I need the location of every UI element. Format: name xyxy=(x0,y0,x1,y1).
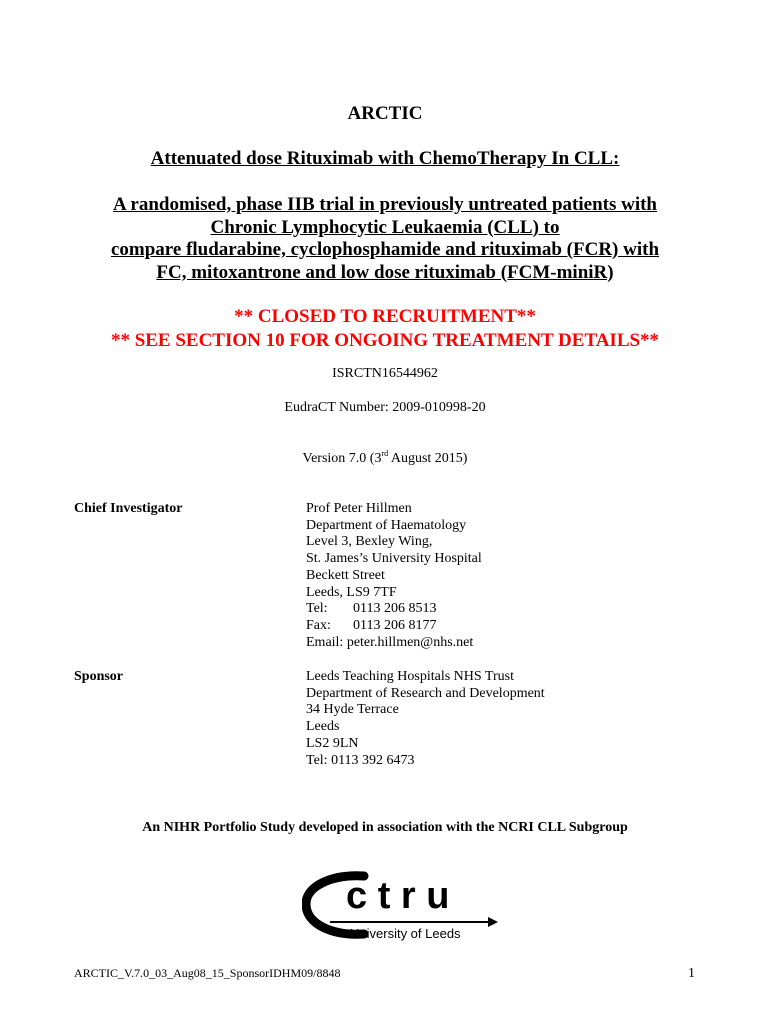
description-line: Chronic Lymphocytic Leukaemia (CLL) to xyxy=(210,216,560,238)
ci-fax-line xyxy=(306,618,482,635)
trial-description xyxy=(0,194,770,284)
description-line: FC, mitoxantrone and low dose rituximab (FCM-miniR) xyxy=(156,261,614,283)
sponsor-label: Sponsor xyxy=(74,669,124,684)
version-superscript: rd xyxy=(381,449,389,458)
ci-line: Level 3, Bexley Wing, xyxy=(306,534,433,550)
sponsor-line: Tel: 0113 392 6473 xyxy=(306,752,415,768)
status-line: ** CLOSED TO RECRUITMENT** xyxy=(234,306,536,327)
sponsor-line: LS2 9LN xyxy=(306,735,359,751)
status-line: ** SEE SECTION 10 FOR ONGOING TREATMENT DETAILS** xyxy=(110,329,660,351)
ci-line: Beckett Street xyxy=(306,567,385,583)
ci-tel-label: Tel: xyxy=(306,601,328,617)
sponsor-line: Leeds xyxy=(306,719,340,735)
description-line: A randomised, phase IIB trial in previously untreated patients with xyxy=(112,194,658,215)
page-number: 1 xyxy=(688,966,695,981)
version-suffix: August 2015) xyxy=(388,451,468,466)
eudract-number: EudraCT Number: 2009-010998-20 xyxy=(284,400,486,415)
ci-tel-line xyxy=(306,601,482,618)
ci-line: St. James’s University Hospital xyxy=(306,551,482,567)
document-subtitle: Attenuated dose Rituximab with ChemoTherapy In CLL: xyxy=(150,148,620,169)
chief-investigator-label: Chief Investigator xyxy=(74,501,183,516)
version-line xyxy=(0,451,770,467)
document-footer: ARCTIC_V.7.0_03_Aug08_15_SponsorIDHM09/8848 xyxy=(74,966,341,980)
ci-line: Leeds, LS9 7TF xyxy=(306,584,397,600)
ctru-logo xyxy=(302,866,502,944)
recruitment-status xyxy=(0,305,770,352)
description-line: compare fludarabine, cyclophosphamide and rituximab (FCR) with xyxy=(110,239,660,260)
nihr-statement: An NIHR Portfolio Study developed in association with the NCRI CLL Subgroup xyxy=(142,820,628,835)
ci-fax: 0113 206 8177 xyxy=(353,617,437,633)
ci-line: Department of Haematology xyxy=(306,517,467,533)
version-prefix: Version 7.0 (3 xyxy=(302,451,382,466)
document-title: ARCTIC xyxy=(347,103,423,124)
ci-tel: 0113 206 8513 xyxy=(353,601,437,617)
sponsor-line: Leeds Teaching Hospitals NHS Trust xyxy=(306,669,514,684)
ci-line: Prof Peter Hillmen xyxy=(306,501,412,516)
sponsor-details xyxy=(306,669,545,769)
ci-email: Email: peter.hillmen@nhs.net xyxy=(306,634,474,650)
logo-arrow-head xyxy=(488,917,498,927)
chief-investigator-details xyxy=(306,501,482,651)
logo-wordmark: c t r u xyxy=(346,875,450,917)
isrctn-number: ISRCTN16544962 xyxy=(332,366,438,381)
sponsor-line: 34 Hyde Terrace xyxy=(306,702,399,718)
logo-caption: University of Leeds xyxy=(350,926,461,941)
sponsor-line: Department of Research and Development xyxy=(306,685,545,701)
ci-fax-label: Fax: xyxy=(306,617,331,633)
